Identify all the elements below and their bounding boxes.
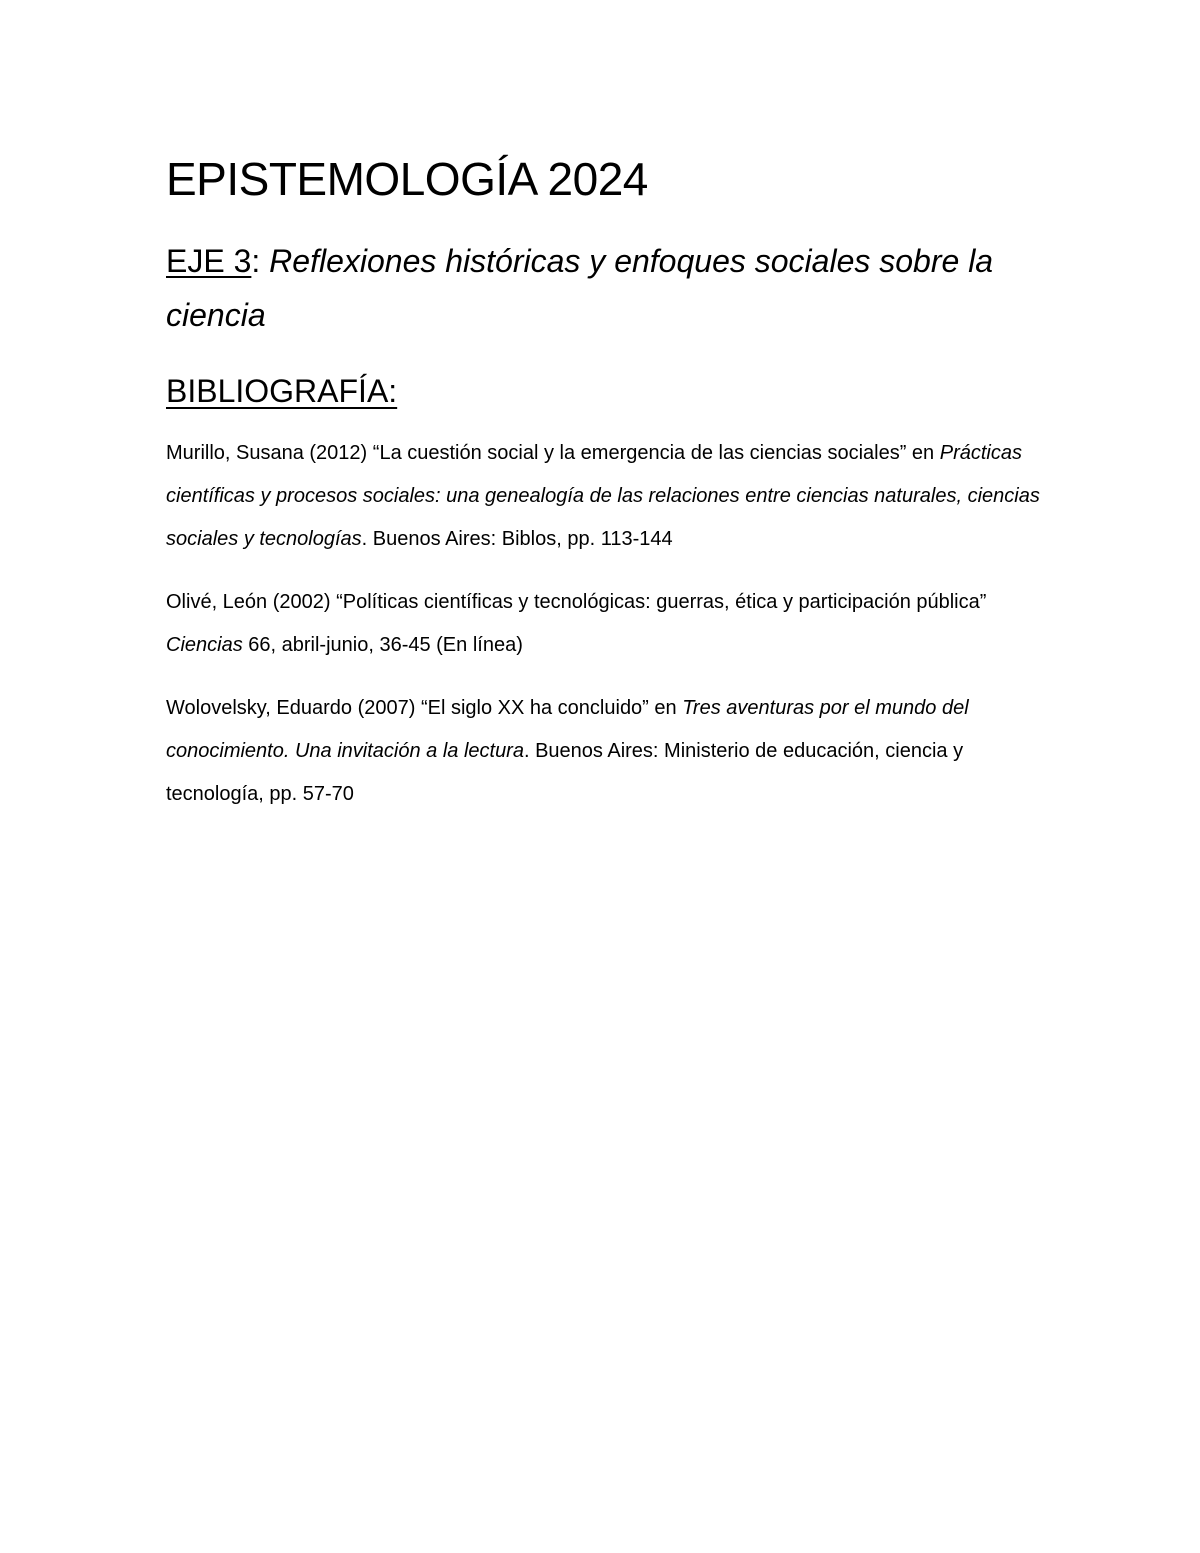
reference-author-year: Olivé, León (2002) [166,591,337,613]
reference-connector: en [648,697,683,719]
bibliography-heading: BIBLIOGRAFÍA: [166,373,398,409]
reference-book: Ciencias [166,634,243,656]
document-body [166,146,1046,836]
axis-heading [166,234,1046,342]
reference-connector: en [906,442,940,464]
reference-item-wolovelsky [166,687,1046,816]
reference-details: . Buenos Aires: Ministerio de educación, ciencia y tecnología, pp. 57-70 [166,740,964,805]
reference-author-year: Wolovelsky, Eduardo (2007) [166,697,421,719]
reference-book: Prácticas científicas y procesos sociales: una genealogía de las relaciones entre ciencias naturales, ciencias sociales y tecnologías [166,442,1040,550]
document-title: EPISTEMOLOGÍA 2024 [166,153,648,205]
axis-separator: : [251,243,261,279]
reference-article: “El siglo XX ha concluido” [420,697,649,719]
axis-title: Reflexiones históricas y enfoques sociales sobre la ciencia [166,243,994,333]
reference-details: 66, abril-junio, 36-45 (En línea) [242,634,523,656]
reference-article: “Políticas científicas y tecnológicas: guerras, ética y participación pública” [336,591,987,613]
axis-label: EJE 3 [166,243,252,279]
reference-author-year: Murillo, Susana (2012) [166,442,373,464]
reference-item-olive [166,581,1046,667]
reference-item-murillo [166,432,1046,561]
reference-details: . Buenos Aires: Biblos, pp. 113-144 [361,528,673,550]
reference-book: Tres aventuras por el mundo del conocimiento. Una invitación a la lectura [166,697,969,762]
reference-article: “La cuestión social y la emergencia de las ciencias sociales” [372,442,907,464]
